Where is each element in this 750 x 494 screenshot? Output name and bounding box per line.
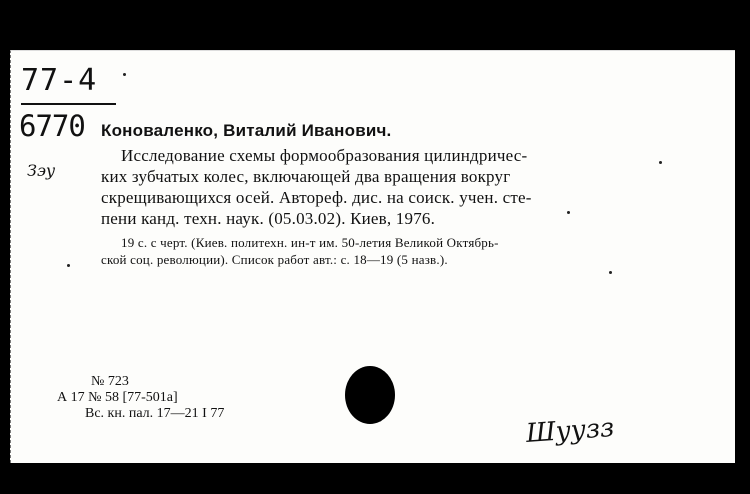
title-line-4: пени канд. техн. наук. (05.03.02). Киев, 1976. xyxy=(101,209,436,228)
handwritten-mark: Зэу xyxy=(27,161,56,180)
bibliography-reference: Вс. кн. пал. 17—21 I 77 xyxy=(85,406,225,421)
punch-hole xyxy=(345,366,395,424)
call-number-top: 77-4 xyxy=(21,63,98,98)
title-line-3: скрещивающихся осей. Автореф. дис. на соиск. учен. сте- xyxy=(101,188,532,207)
record-number: № 723 xyxy=(91,374,129,389)
author-name: Коноваленко, Виталий Иванович. xyxy=(101,121,392,140)
speck xyxy=(659,161,662,164)
handwritten-signature: Шуузз xyxy=(525,412,616,450)
description-line-2: ской соц. революции). Список работ авт.: с. 18—19 (5 назв.). xyxy=(101,252,448,267)
underline xyxy=(21,103,116,105)
speck xyxy=(567,211,570,214)
description-line-1: 19 с. с черт. (Киев. политехн. ин-т им. 50-летия Великой Октябрь- xyxy=(121,235,499,250)
catalog-card xyxy=(10,50,735,463)
speck xyxy=(67,264,70,267)
speck xyxy=(609,271,612,274)
shelf-mark: А 17 № 58 [77-501а] xyxy=(57,390,178,405)
call-number: 6770 xyxy=(19,109,85,143)
speck xyxy=(123,73,126,76)
title-line-1: Исследование схемы формообразования цилиндричес- xyxy=(121,146,528,165)
title-line-2: ких зубчатых колес, включающей два вращения вокруг xyxy=(101,167,511,186)
